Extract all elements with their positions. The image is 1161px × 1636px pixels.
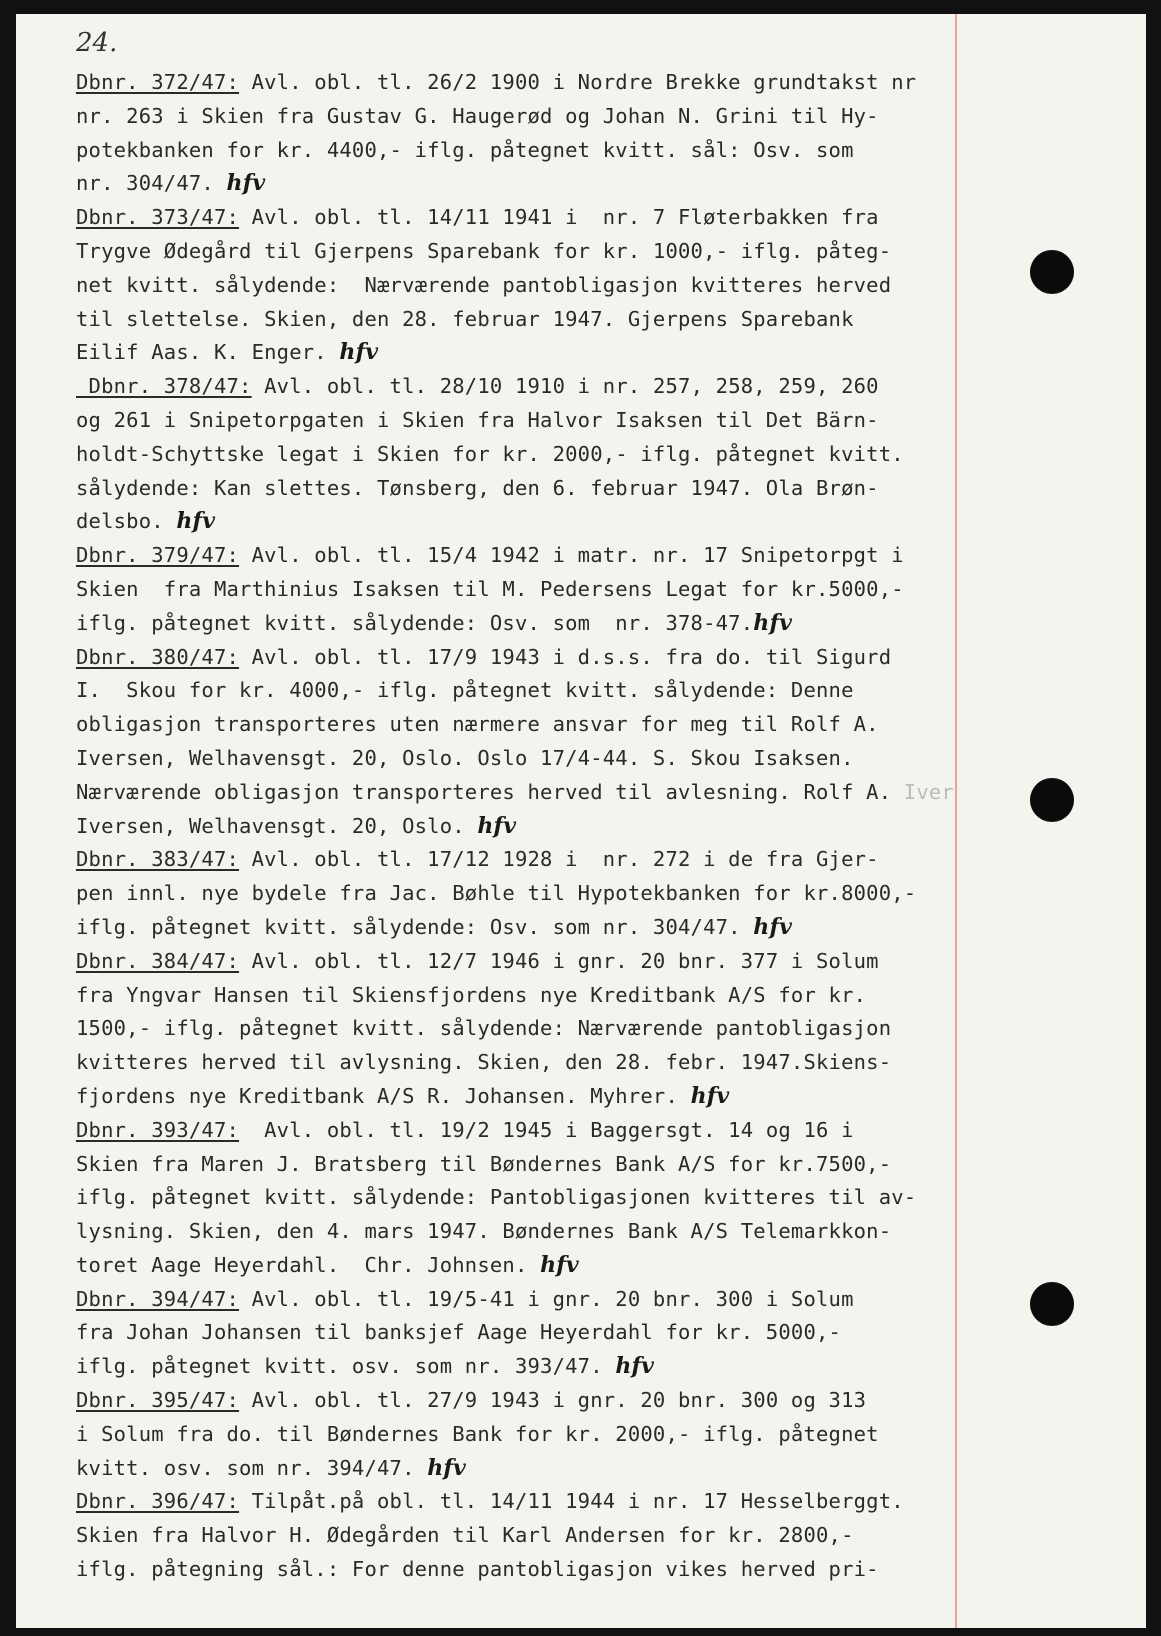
entry-reference: Dbnr. 384/47: (76, 948, 240, 973)
entry-text: 1500,- iflg. påtegnet kvitt. sålydende: Nærværende pantobligasjon (76, 1016, 892, 1041)
entry-text: i Solum fra do. til Bøndernes Bank for kr. 2000,- iflg. påtegnet (76, 1421, 879, 1446)
ledger-line (76, 742, 966, 776)
entry-text: Tilpåt.på obl. tl. 14/11 1944 i nr. 17 Hesselberggt. (239, 1489, 904, 1514)
entry-text: pen innl. nye bydele fra Jac. Bøhle til Hypotekbanken for kr.8000,- (76, 881, 917, 906)
entry-text: potekbanken for kr. 4400,- iflg. påtegnet kvitt. sål: Osv. som (76, 137, 854, 162)
entry-text: Avl. obl. tl. 14/11 1941 i nr. 7 Fløterbakken fra (239, 205, 879, 230)
entry-reference: Dbnr. 396/47: (76, 1489, 240, 1514)
handwritten-initials: hfv (615, 1353, 655, 1380)
ledger-line (76, 573, 966, 607)
ledger-line (76, 1283, 966, 1317)
ledger-line (76, 810, 966, 844)
handwritten-initials: hfv (176, 508, 216, 535)
ledger-entries (76, 66, 966, 1587)
ledger-line (76, 370, 966, 404)
ledger-line (76, 1046, 966, 1080)
entry-text: Avl. obl. tl. 17/9 1943 i d.s.s. fra do. til Sigurd (239, 644, 892, 669)
entry-text: delsbo. (76, 509, 177, 534)
entry-text: fra Johan Johansen til banksjef Aage Heyerdahl for kr. 5000,- (76, 1320, 842, 1345)
ledger-line (76, 1553, 966, 1587)
entry-text: iflg. påtegnet kvitt. osv. som nr. 393/47. (76, 1354, 616, 1379)
entry-text: Iversen, Welhavensgt. 20, Oslo. (76, 813, 478, 838)
entry-text: net kvitt. sålydende: Nærværende pantobligasjon kvitteres herved (76, 272, 892, 297)
entry-text: Avl. obl. tl. 12/7 1946 i gnr. 20 bnr. 377 i Solum (239, 948, 879, 973)
entry-text: lysning. Skien, den 4. mars 1947. Bøndernes Bank A/S Telemarkkon- (76, 1219, 892, 1244)
entry-text: Avl. obl. tl. 15/4 1942 i matr. nr. 17 Snipetorpgt i (239, 543, 904, 568)
ledger-line (76, 641, 966, 675)
entry-text: I. Skou for kr. 4000,- iflg. påtegnet kvitt. sålydende: Denne (76, 678, 854, 703)
handwritten-initials: hfv (226, 170, 266, 197)
entry-reference: Dbnr. 383/47: (76, 847, 240, 872)
ledger-line (76, 269, 966, 303)
ledger-line (76, 1519, 966, 1553)
entry-text: Eilif Aas. K. Enger. (76, 340, 340, 365)
ledger-line (76, 1316, 966, 1350)
ledger-line (76, 708, 966, 742)
ledger-line (76, 201, 966, 235)
entry-text: fra Yngvar Hansen til Skiensfjordens nye Kreditbank A/S for kr. (76, 982, 867, 1007)
entry-text: Avl. obl. tl. 28/10 1910 i nr. 257, 258, 259, 260 (251, 374, 879, 399)
handwritten-initials: hfv (753, 609, 793, 636)
ledger-line (76, 100, 966, 134)
entry-text: iflg. påtegning sål.: For denne pantobligasjon vikes herved pri- (76, 1557, 879, 1582)
ledger-line (76, 472, 966, 506)
entry-text: toret Aage Heyerdahl. Chr. Johnsen. (76, 1252, 541, 1277)
ledger-line (76, 776, 966, 810)
ledger-line (76, 167, 966, 201)
entry-reference: Dbnr. 372/47: (76, 70, 240, 94)
ledger-line (76, 607, 966, 641)
handwritten-initials: hfv (690, 1082, 730, 1109)
ledger-line (76, 134, 966, 168)
ledger-line (76, 235, 966, 269)
entry-text: til slettelse. Skien, den 28. februar 1947. Gjerpens Sparebank (76, 306, 854, 331)
page-number: 24. (76, 28, 118, 58)
entry-text: kvitteres herved til avlysning. Skien, den 28. febr. 1947.Skiens- (76, 1050, 892, 1075)
entry-text: holdt-Schyttske legat i Skien for kr. 2000,- iflg. påtegnet kvitt. (76, 441, 904, 466)
handwritten-initials: hfv (427, 1454, 467, 1481)
ledger-line (76, 303, 966, 337)
entry-reference: Dbnr. 373/47: (76, 205, 240, 230)
ledger-line (76, 1012, 966, 1046)
entry-text: Avl. obl. tl. 19/5-41 i gnr. 20 bnr. 300 i Solum (239, 1286, 854, 1311)
ledger-line (76, 438, 966, 472)
entry-text: obligasjon transporteres uten nærmere ansvar for meg til Rolf A. (76, 712, 879, 737)
ledger-line (76, 1080, 966, 1114)
ledger-line (76, 1148, 966, 1182)
entry-text: Trygve Ødegård til Gjerpens Sparebank for kr. 1000,- iflg. påteg- (76, 238, 892, 263)
entry-reference: Dbnr. 379/47: (76, 543, 240, 568)
handwritten-initials: hfv (753, 913, 793, 940)
handwritten-initials: hfv (477, 812, 517, 839)
entry-text: Iversen, Welhavensgt. 20, Oslo. Oslo 17/4-44. S. Skou Isaksen. (76, 745, 854, 770)
ledger-line (76, 1452, 966, 1486)
ledger-line (76, 1485, 966, 1519)
ledger-page (16, 14, 1146, 1628)
entry-text: Nærværende obligasjon transporteres herved til avlesning. Rolf A. (76, 779, 892, 804)
ledger-line (76, 1350, 966, 1384)
entry-text: Skien fra Halvor H. Ødegården til Karl Andersen for kr. 2800,- (76, 1523, 854, 1548)
entry-reference: Dbnr. 378/47: (76, 374, 252, 399)
punch-hole (1030, 250, 1074, 294)
ledger-line (76, 1249, 966, 1283)
ledger-line (76, 539, 966, 573)
entry-text: Skien fra Maren J. Bratsberg til Bøndernes Bank A/S for kr.7500,- (76, 1151, 892, 1176)
faded-text: Iver (891, 779, 954, 804)
ledger-line (76, 1215, 966, 1249)
ledger-line (76, 66, 966, 100)
entry-text: Avl. obl. tl. 27/9 1943 i gnr. 20 bnr. 300 og 313 (239, 1388, 867, 1413)
entry-reference: Dbnr. 380/47: (76, 644, 240, 669)
ledger-line (76, 1114, 966, 1148)
ledger-line (76, 843, 966, 877)
entry-text: iflg. påtegnet kvitt. sålydende: Osv. som nr. 378-47. (76, 610, 754, 635)
entry-text: Avl. obl. tl. 17/12 1928 i nr. 272 i de fra Gjer- (239, 847, 879, 872)
handwritten-initials: hfv (339, 339, 379, 366)
entry-text: kvitt. osv. som nr. 394/47. (76, 1455, 428, 1480)
ledger-line (76, 336, 966, 370)
entry-reference: Dbnr. 393/47: (76, 1117, 240, 1142)
entry-text: iflg. påtegnet kvitt. sålydende: Osv. som nr. 304/47. (76, 914, 754, 939)
ledger-line (76, 877, 966, 911)
entry-reference: Dbnr. 395/47: (76, 1388, 240, 1413)
ledger-line (76, 945, 966, 979)
entry-reference: Dbnr. 394/47: (76, 1286, 240, 1311)
ledger-line (76, 1384, 966, 1418)
entry-text: nr. 304/47. (76, 171, 227, 196)
entry-text: Avl. obl. tl. 19/2 1945 i Baggersgt. 14 og 16 i (239, 1117, 854, 1142)
ledger-line (76, 1181, 966, 1215)
ledger-line (76, 1418, 966, 1452)
ledger-line (76, 674, 966, 708)
entry-text: sålydende: Kan slettes. Tønsberg, den 6. februar 1947. Ola Brøn- (76, 475, 879, 500)
punch-hole (1030, 1282, 1074, 1326)
ledger-line (76, 505, 966, 539)
ledger-line (76, 979, 966, 1013)
handwritten-initials: hfv (540, 1251, 579, 1278)
entry-text: Avl. obl. tl. 26/2 1900 i Nordre Brekke grundtakst nr (239, 70, 917, 94)
ledger-line (76, 404, 966, 438)
entry-text: og 261 i Snipetorpgaten i Skien fra Halvor Isaksen til Det Bärn- (76, 407, 879, 432)
ledger-line (76, 911, 966, 945)
entry-text: nr. 263 i Skien fra Gustav G. Haugerød og Johan N. Grini til Hy- (76, 103, 879, 128)
entry-text: fjordens nye Kreditbank A/S R. Johansen. Myhrer. (76, 1083, 691, 1108)
entry-text: iflg. påtegnet kvitt. sålydende: Pantobligasjonen kvitteres til av- (76, 1185, 917, 1210)
punch-hole (1030, 778, 1074, 822)
entry-text: Skien fra Marthinius Isaksen til M. Pedersens Legat for kr.5000,- (76, 576, 904, 601)
